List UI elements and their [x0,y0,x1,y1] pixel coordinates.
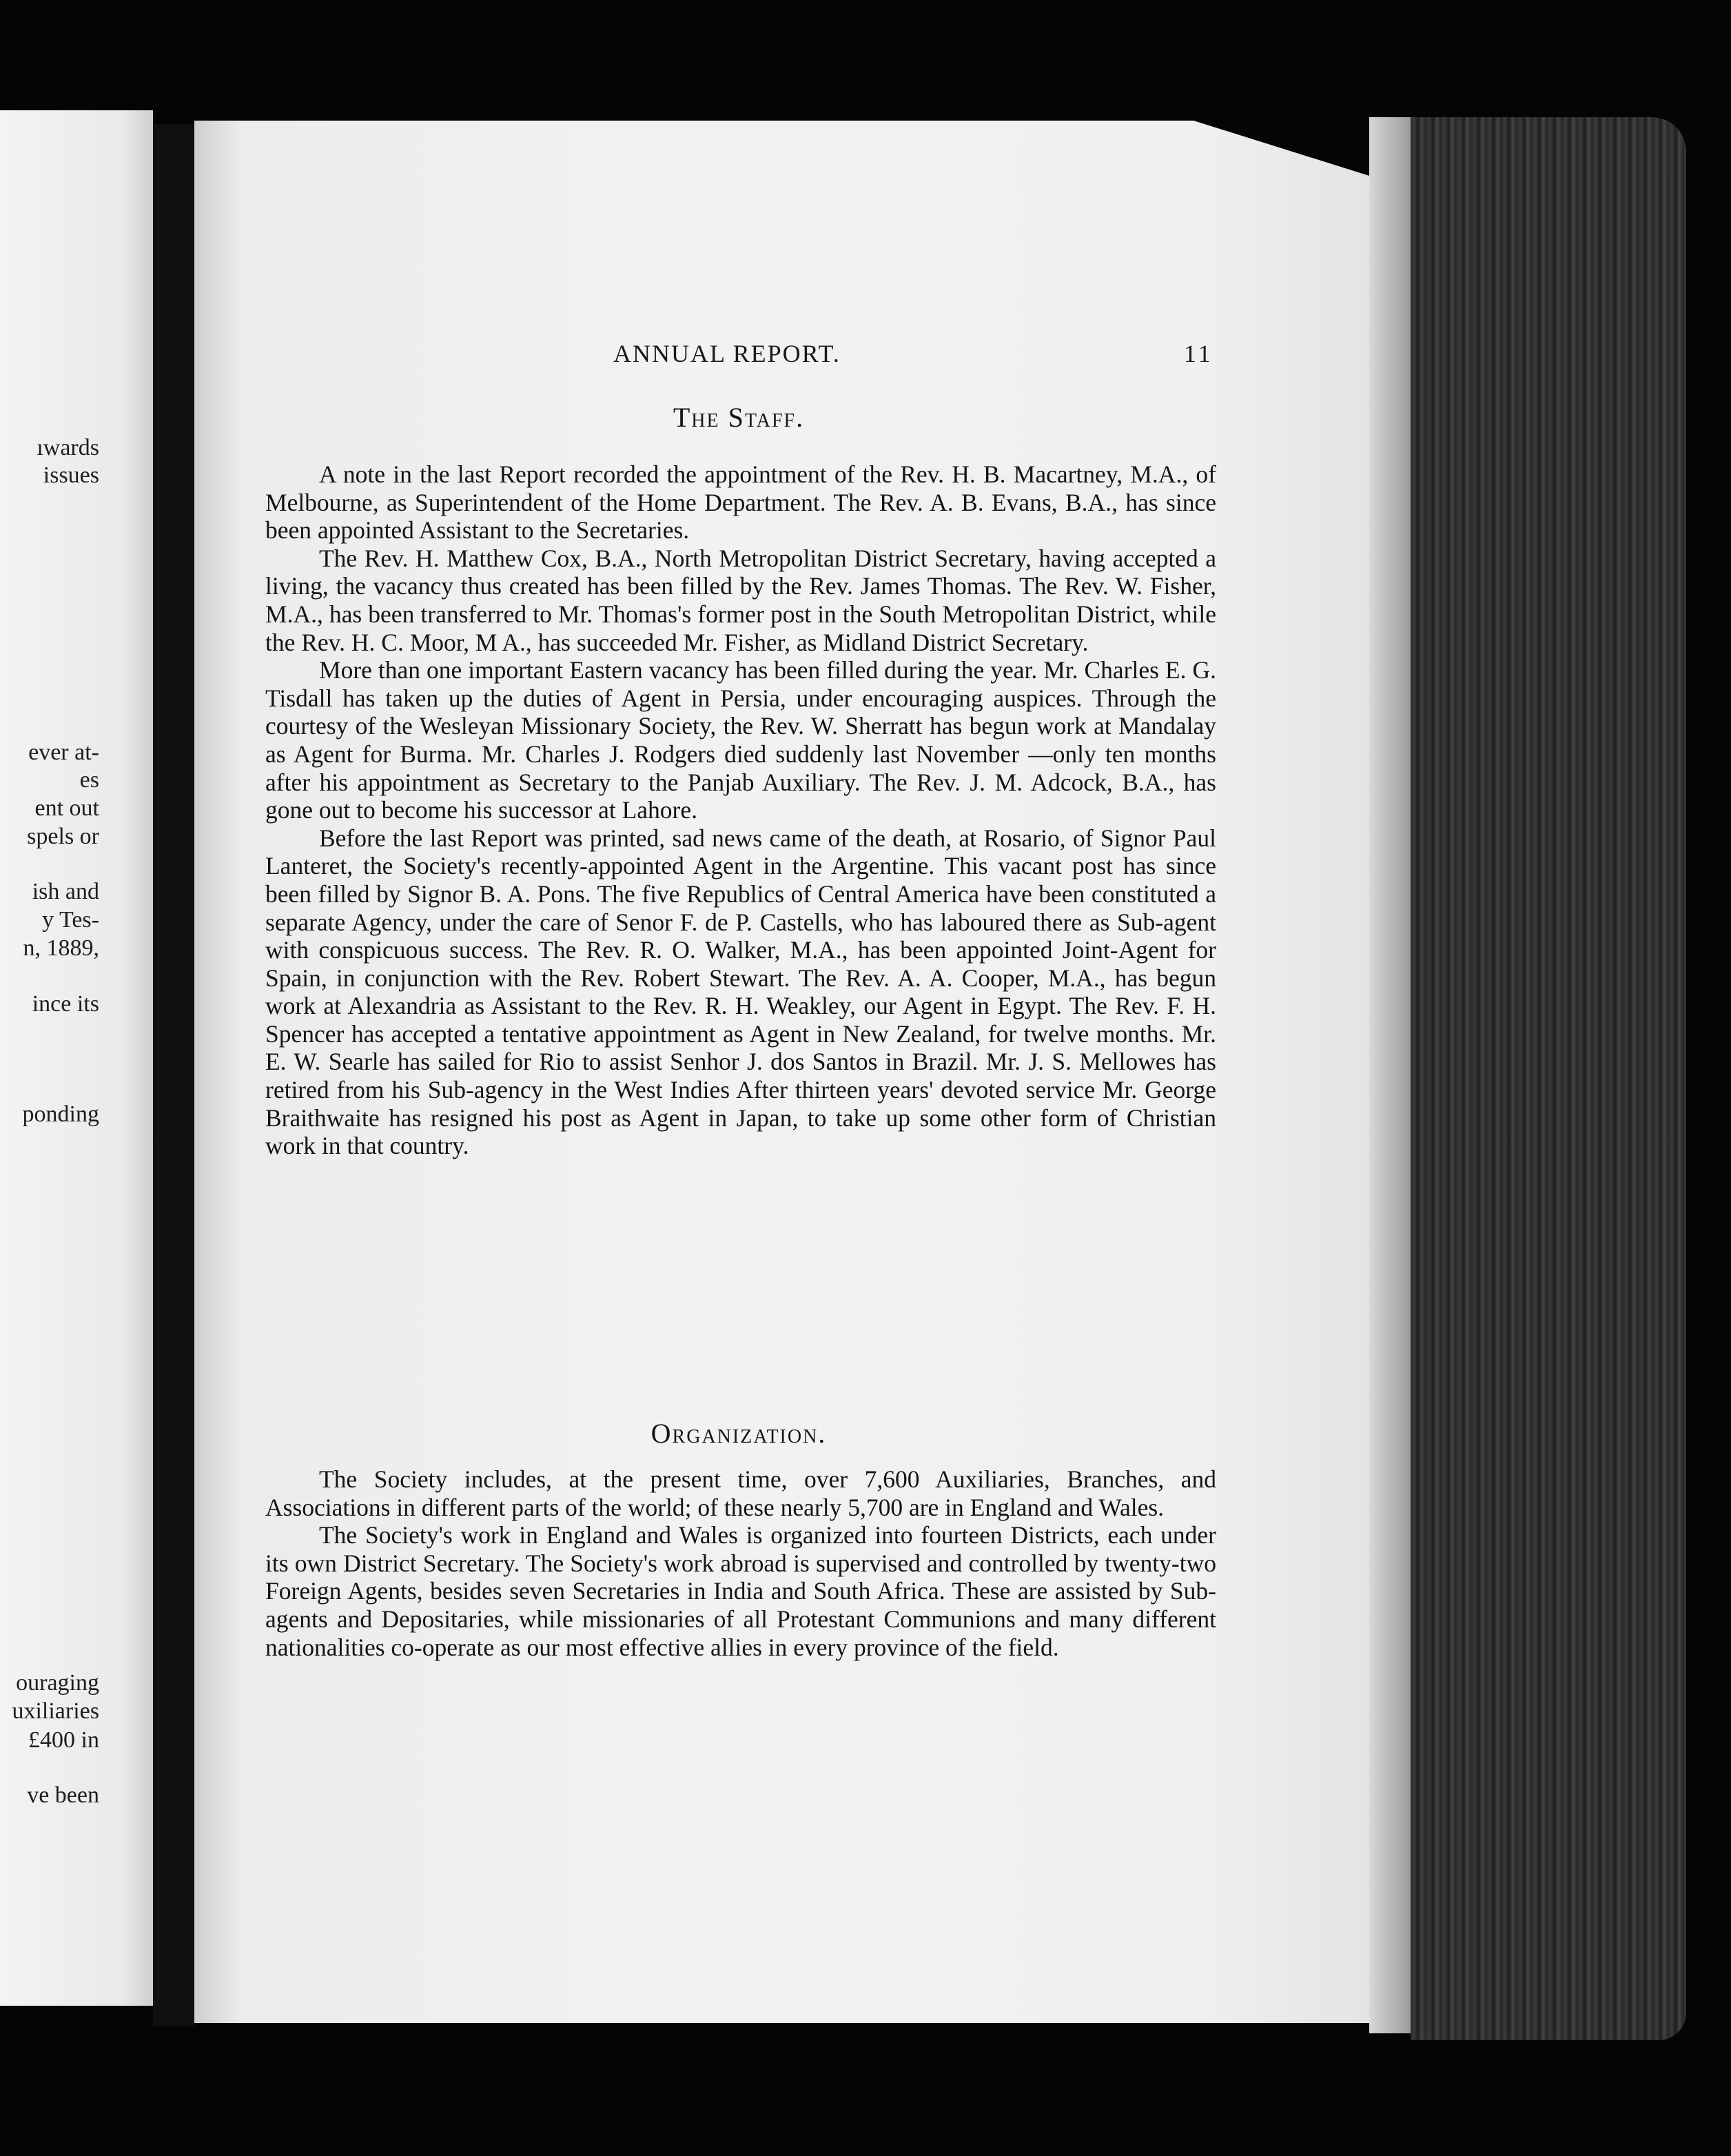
left-fragment: ve been [27,1782,99,1808]
paragraph: The Society's work in England and Wales is organized into fourteen Districts, each under its own District Secretary. The Society's work abroad is supervised and controlled by twenty-two Foreign Agents, besides seven Secretaries in India and South Africa. These are assisted by Sub-agents and Depositaries, while missionaries of all Protestant Communions and many different nationalities co-operate as our most effective allies in every province of the field. [265,1521,1216,1661]
left-fragment: ouraging [16,1670,99,1696]
page-number: 11 [1184,340,1213,367]
left-fragment: ent out [34,795,99,821]
left-fragment: es [79,767,99,793]
running-header: ANNUAL REPORT. [613,340,841,367]
left-fragment: ponding [22,1101,99,1127]
paragraph: A note in the last Report recorded the appointment of the Rev. H. B. Macartney, M.A., of Melbourne, as Superintendent of the Home Department. The Rev. A. B. Evans, B.A., has since been appointed Assistant to the Secretaries. [265,460,1216,545]
book-spine [1411,117,1686,2040]
organization-section-body [265,1465,1216,1661]
left-page [0,110,153,2006]
left-fragment: spels or [27,824,99,849]
left-fragment: ince its [32,991,99,1017]
paragraph: The Rev. H. Matthew Cox, B.A., North Metropolitan District Secretary, having accepted a living, the vacancy thus created has been filled by the Rev. James Thomas. The Rev. W. Fisher, M.A., has been transferred to Mr. Thomas's former post in the South Metropolitan District, while the Rev. H. C. Moor, M A., has succeeded Mr. Fisher, as Midland District Secretary. [265,544,1216,656]
paragraph: More than one important Eastern vacancy has been filled during the year. Mr. Charles E. G. Tisdall has taken up the duties of Agent in Persia, under encouraging auspices. Through the courtesy of the Wesleyan Missionary Society, the Rev. W. Sherratt has begun work at Mandalay as Agent for Burma. Mr. Charles J. Rodgers died suddenly last November —only ten months after his appointment as Secretary to the Panjab Auxiliary. The Rev. J. M. Adcock, B.A., has gone out to become his successor at Lahore. [265,656,1216,824]
left-fragment: uxiliaries [12,1698,99,1724]
staff-section-title: The Staff. [673,402,805,433]
left-fragment: ıwards [37,435,99,460]
paragraph: Before the last Report was printed, sad news came of the death, at Rosario, of Signor Paul Lanteret, the Society's recently-appointed Agent in the Argentine. This vacant post has since been filled by Signor B. A. Pons. The five Republics of Central America have been constituted a separate Agency, under the care of Senor F. de P. Castells, who has laboured there as Sub-agent with conspicuous success. The Rev. R. O. Walker, M.A., has been appointed Joint-Agent for Spain, in conjunction with the Rev. Robert Stewart. The Rev. A. A. Cooper, M.A., has begun work at Alexandria as Assistant to the Rev. R. H. Weakley, our Agent in Egypt. The Rev. F. H. Spencer has accepted a tentative appointment as Agent in New Zealand, for twelve months. Mr. E. W. Searle has sailed for Rio to assist Senhor J. dos Santos in Brazil. Mr. J. S. Mellowes has retired from his Sub-agency in the West Indies After thirteen years' devoted service Mr. George Braithwaite has resigned his post as Agent in Japan, to take up some other form of Christian work in that country. [265,824,1216,1160]
left-fragment: £400 in [28,1727,99,1753]
organization-section-title: Organization. [651,1418,827,1449]
left-fragment: ish and [32,879,99,904]
staff-section-body [265,460,1216,1160]
left-fragment: issues [43,462,99,488]
left-fragment: n, 1889, [23,935,99,961]
left-fragment: y Tes- [42,907,99,933]
paragraph: The Society includes, at the present time, over 7,600 Auxiliaries, Branches, and Associations in different parts of the world; of these nearly 5,700 are in England and Wales. [265,1465,1216,1521]
page-edge [1369,117,1411,2033]
left-fragment: ever at- [28,740,99,765]
book-gutter [153,124,194,2026]
